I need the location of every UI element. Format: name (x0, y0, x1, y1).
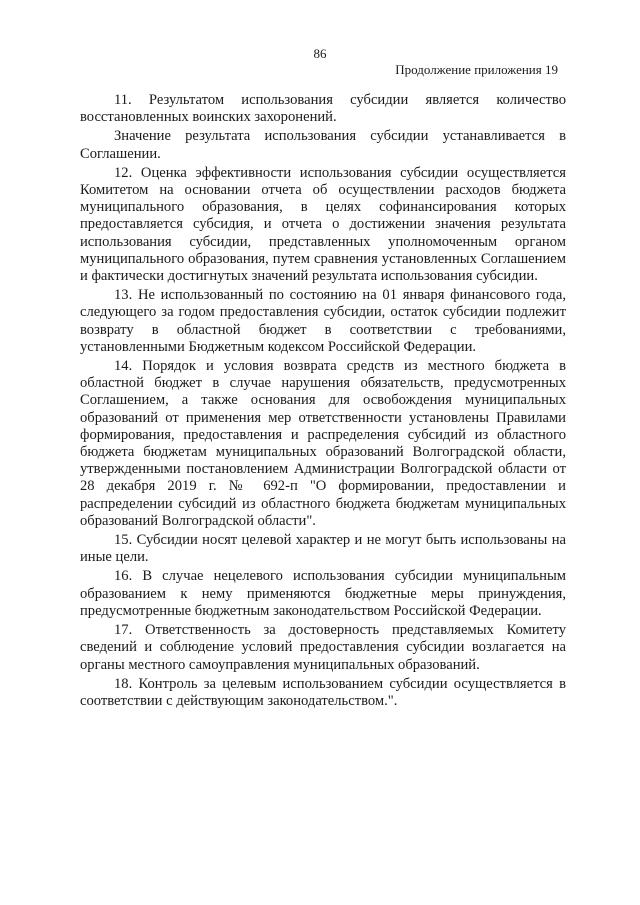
appendix-continuation-note: Продолжение приложения 19 (395, 62, 558, 77)
paragraph-13: 13. Не использованный по состоянию на 01 января финансового года, следующего за годом предоставления субсидии, остаток субсидии подлежит возврату в областной бюджет в соответствии с требованиями, установленными Бюджетным кодексом Российской Федерации. (80, 287, 566, 355)
paragraph-16: 16. В случае нецелевого использования субсидии муниципальным образованием к нему применяются бюджетные меры принуждения, предусмотренные бюджетным законодательством Российской Федерации. (80, 568, 566, 619)
paragraph-14: 14. Порядок и условия возврата средств из местного бюджета в областной бюджет в случае нарушения обязательств, предусмотренных Соглашением, а также основания для освобождения муниципальных образований от применения мер ответственности установлены Правилами формирования, предоставления и распределения субсидий из областного бюджета бюджетам муниципальных образований Волгоградской области, утвержденными постановлением Администрации Волгоградской области от 28 декабря 2019 г. № 692-п "О формировании, предоставлении и распределении субсидий из областного бюджета бюджетам муниципальных образований Волгоградской области". (80, 358, 566, 529)
paragraph-18: 18. Контроль за целевым использованием субсидии осуществляется в соответствии с действующим законодательством.". (80, 675, 566, 709)
paragraph-17: 17. Ответственность за достоверность представляемых Комитету сведений и соблюдение условий предоставления субсидии возлагается на органы местного самоуправления муниципальных образований. (80, 622, 566, 673)
paragraph-11: 11. Результатом использования субсидии является количество восстановленных воинских захоронений. (80, 92, 566, 126)
page-number: 86 (313, 46, 327, 61)
paragraph-12: 12. Оценка эффективности использования субсидии осуществляется Комитетом на основании отчета об осуществлении расходов бюджета муниципального образования, в целях софинансирования которых предоставляется субсидия, и отчета о достижении значения результата использования субсидии, представленных уполномоченным органом муниципального образования, путем сравнения установленных Соглашением и фактически достигнутых значений результата использования субсидии. (80, 164, 566, 285)
paragraph-11-value: Значение результата использования субсидии устанавливается в Соглашении. (80, 128, 566, 162)
paragraph-15: 15. Субсидии носят целевой характер и не могут быть использованы на иные цели. (80, 532, 566, 566)
document-body (80, 92, 566, 710)
